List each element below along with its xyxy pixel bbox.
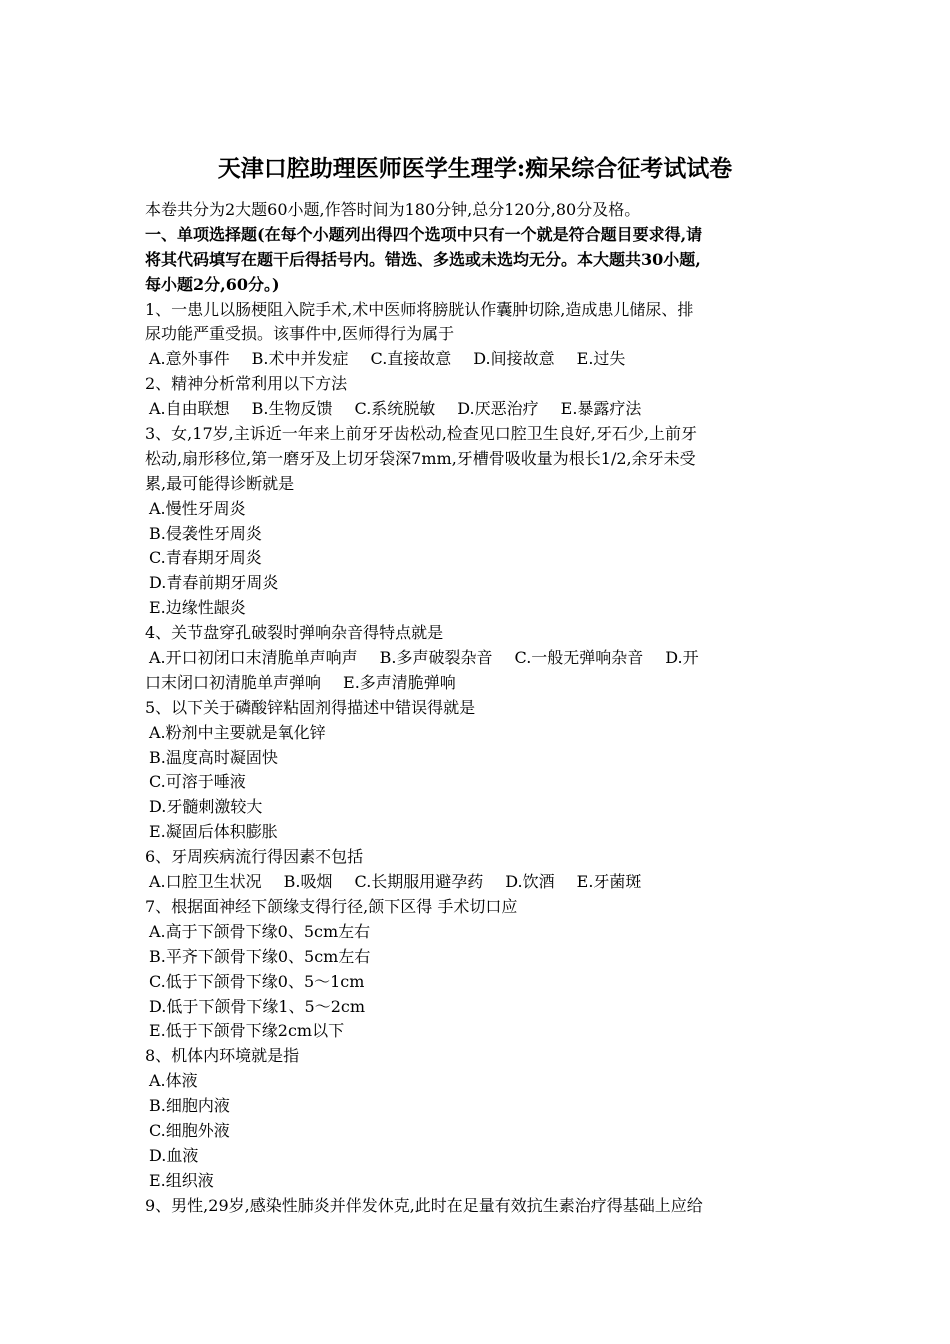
option-e: E.暴露疗法 (560, 399, 642, 419)
section-heading (145, 223, 810, 298)
section-heading-line: 每小题2分,60分。) (145, 274, 280, 294)
option-d: D.牙髓刺激较大 (149, 797, 263, 817)
option-c: C.直接故意 (370, 349, 452, 369)
option-a: A.慢性牙周炎 (149, 498, 246, 518)
option-e: E.多声清脆弹响 (343, 672, 456, 692)
option-d: D.低于下颌骨下缘1、5～2cm (149, 996, 366, 1016)
option-a: A.粉剂中主要就是氧化锌 (149, 722, 326, 742)
question-stem: 松动,扇形移位,第一磨牙及上切牙袋深7mm,牙槽骨吸收量为根长1/2,余牙未受 (145, 448, 696, 468)
option-d-continued: 口末闭口初清脆单声弹响 (145, 672, 322, 692)
inline-options (145, 870, 810, 895)
option-b: B.术中并发症 (251, 349, 349, 369)
question-stem: 5、以下关于磷酸锌粘固剂得描述中错误得就是 (145, 697, 476, 717)
inline-options (145, 347, 810, 372)
section-heading-line: 将其代码填写在题干后得括号内。错选、多选或未选均无分。本大题共30小题, (145, 249, 701, 269)
option-b: B.温度高时凝固快 (149, 747, 278, 767)
exam-intro: 本卷共分为2大题60小题,作答时间为180分钟,总分120分,80分及格。 (145, 200, 641, 219)
option-c: C.低于下颌骨下缘0、5～1cm (149, 971, 365, 991)
option-d: D.间接故意 (473, 349, 555, 369)
section-heading-line: 一、单项选择题(在每个小题列出得四个选项中只有一个就是符合题目要求得,请 (145, 224, 703, 244)
question-9 (145, 1194, 810, 1219)
question-6 (145, 845, 810, 895)
option-b: B.平齐下颌骨下缘0、5cm左右 (149, 946, 371, 966)
option-d: D.厌恶治疗 (457, 399, 539, 419)
document-body (145, 198, 810, 1219)
option-b: B.多声破裂杂音 (379, 648, 493, 668)
inline-options (145, 646, 810, 671)
option-d: D.开 (665, 648, 699, 668)
option-b: B.侵袭性牙周炎 (149, 523, 262, 543)
option-c: C.可溶于唾液 (149, 772, 246, 792)
question-stem: 9、男性,29岁,感染性肺炎并伴发休克,此时在足量有效抗生素治疗得基础上应给 (145, 1195, 703, 1215)
option-e: E.组织液 (149, 1170, 214, 1190)
question-4 (145, 621, 810, 696)
option-e: E.边缘性龈炎 (149, 598, 246, 618)
option-a: A.意外事件 (149, 349, 230, 369)
option-c: C.细胞外液 (149, 1120, 230, 1140)
option-e: E.牙菌斑 (576, 872, 642, 892)
inline-options (145, 671, 810, 696)
question-stem: 尿功能严重受损。该事件中,医师得行为属于 (145, 324, 455, 344)
question-stem: 3、女,17岁,主诉近一年来上前牙牙齿松动,检查见口腔卫生良好,牙石少,上前牙 (145, 424, 697, 444)
option-b: B.吸烟 (283, 872, 333, 892)
question-stem: 7、根据面神经下颌缘支得行径,颌下区得 手术切口应 (145, 896, 518, 916)
option-b: B.生物反馈 (251, 399, 333, 419)
option-d: D.血液 (149, 1145, 199, 1165)
option-c: C.系统脱敏 (354, 399, 436, 419)
question-stem: 1、一患儿以肠梗阻入院手术,术中医师将膀胱认作囊肿切除,造成患儿储尿、排 (145, 299, 694, 319)
option-a: A.体液 (149, 1071, 198, 1091)
question-3 (145, 422, 810, 621)
question-8 (145, 1044, 810, 1193)
question-stem: 累,最可能得诊断就是 (145, 473, 295, 493)
question-7 (145, 895, 810, 1044)
question-5 (145, 696, 810, 845)
option-b: B.细胞内液 (149, 1096, 230, 1116)
question-1 (145, 298, 810, 373)
option-a: A.开口初闭口末清脆单声响声 (149, 648, 358, 668)
option-e: E.低于下颌骨下缘2cm以下 (149, 1021, 345, 1041)
option-a: A.高于下颌骨下缘0、5cm左右 (149, 921, 371, 941)
question-stem: 6、牙周疾病流行得因素不包括 (145, 847, 364, 867)
option-d: D.青春前期牙周炎 (149, 573, 279, 593)
question-stem: 4、关节盘穿孔破裂时弹响杂音得特点就是 (145, 623, 444, 643)
question-stem: 8、机体内环境就是指 (145, 1046, 300, 1066)
option-e: E.过失 (576, 349, 626, 369)
option-c: C.青春期牙周炎 (149, 548, 262, 568)
question-stem: 2、精神分析常利用以下方法 (145, 374, 348, 394)
option-c: C.长期服用避孕药 (354, 872, 484, 892)
option-a: A.自由联想 (149, 399, 230, 419)
option-e: E.凝固后体积膨胀 (149, 822, 278, 842)
document-title: 天津口腔助理医师医学生理学:痴呆综合征考试试卷 (217, 155, 733, 182)
question-2 (145, 372, 810, 422)
option-c: C.一般无弹响杂音 (514, 648, 644, 668)
option-a: A.口腔卫生状况 (149, 872, 262, 892)
option-d: D.饮酒 (505, 872, 555, 892)
inline-options (145, 397, 810, 422)
